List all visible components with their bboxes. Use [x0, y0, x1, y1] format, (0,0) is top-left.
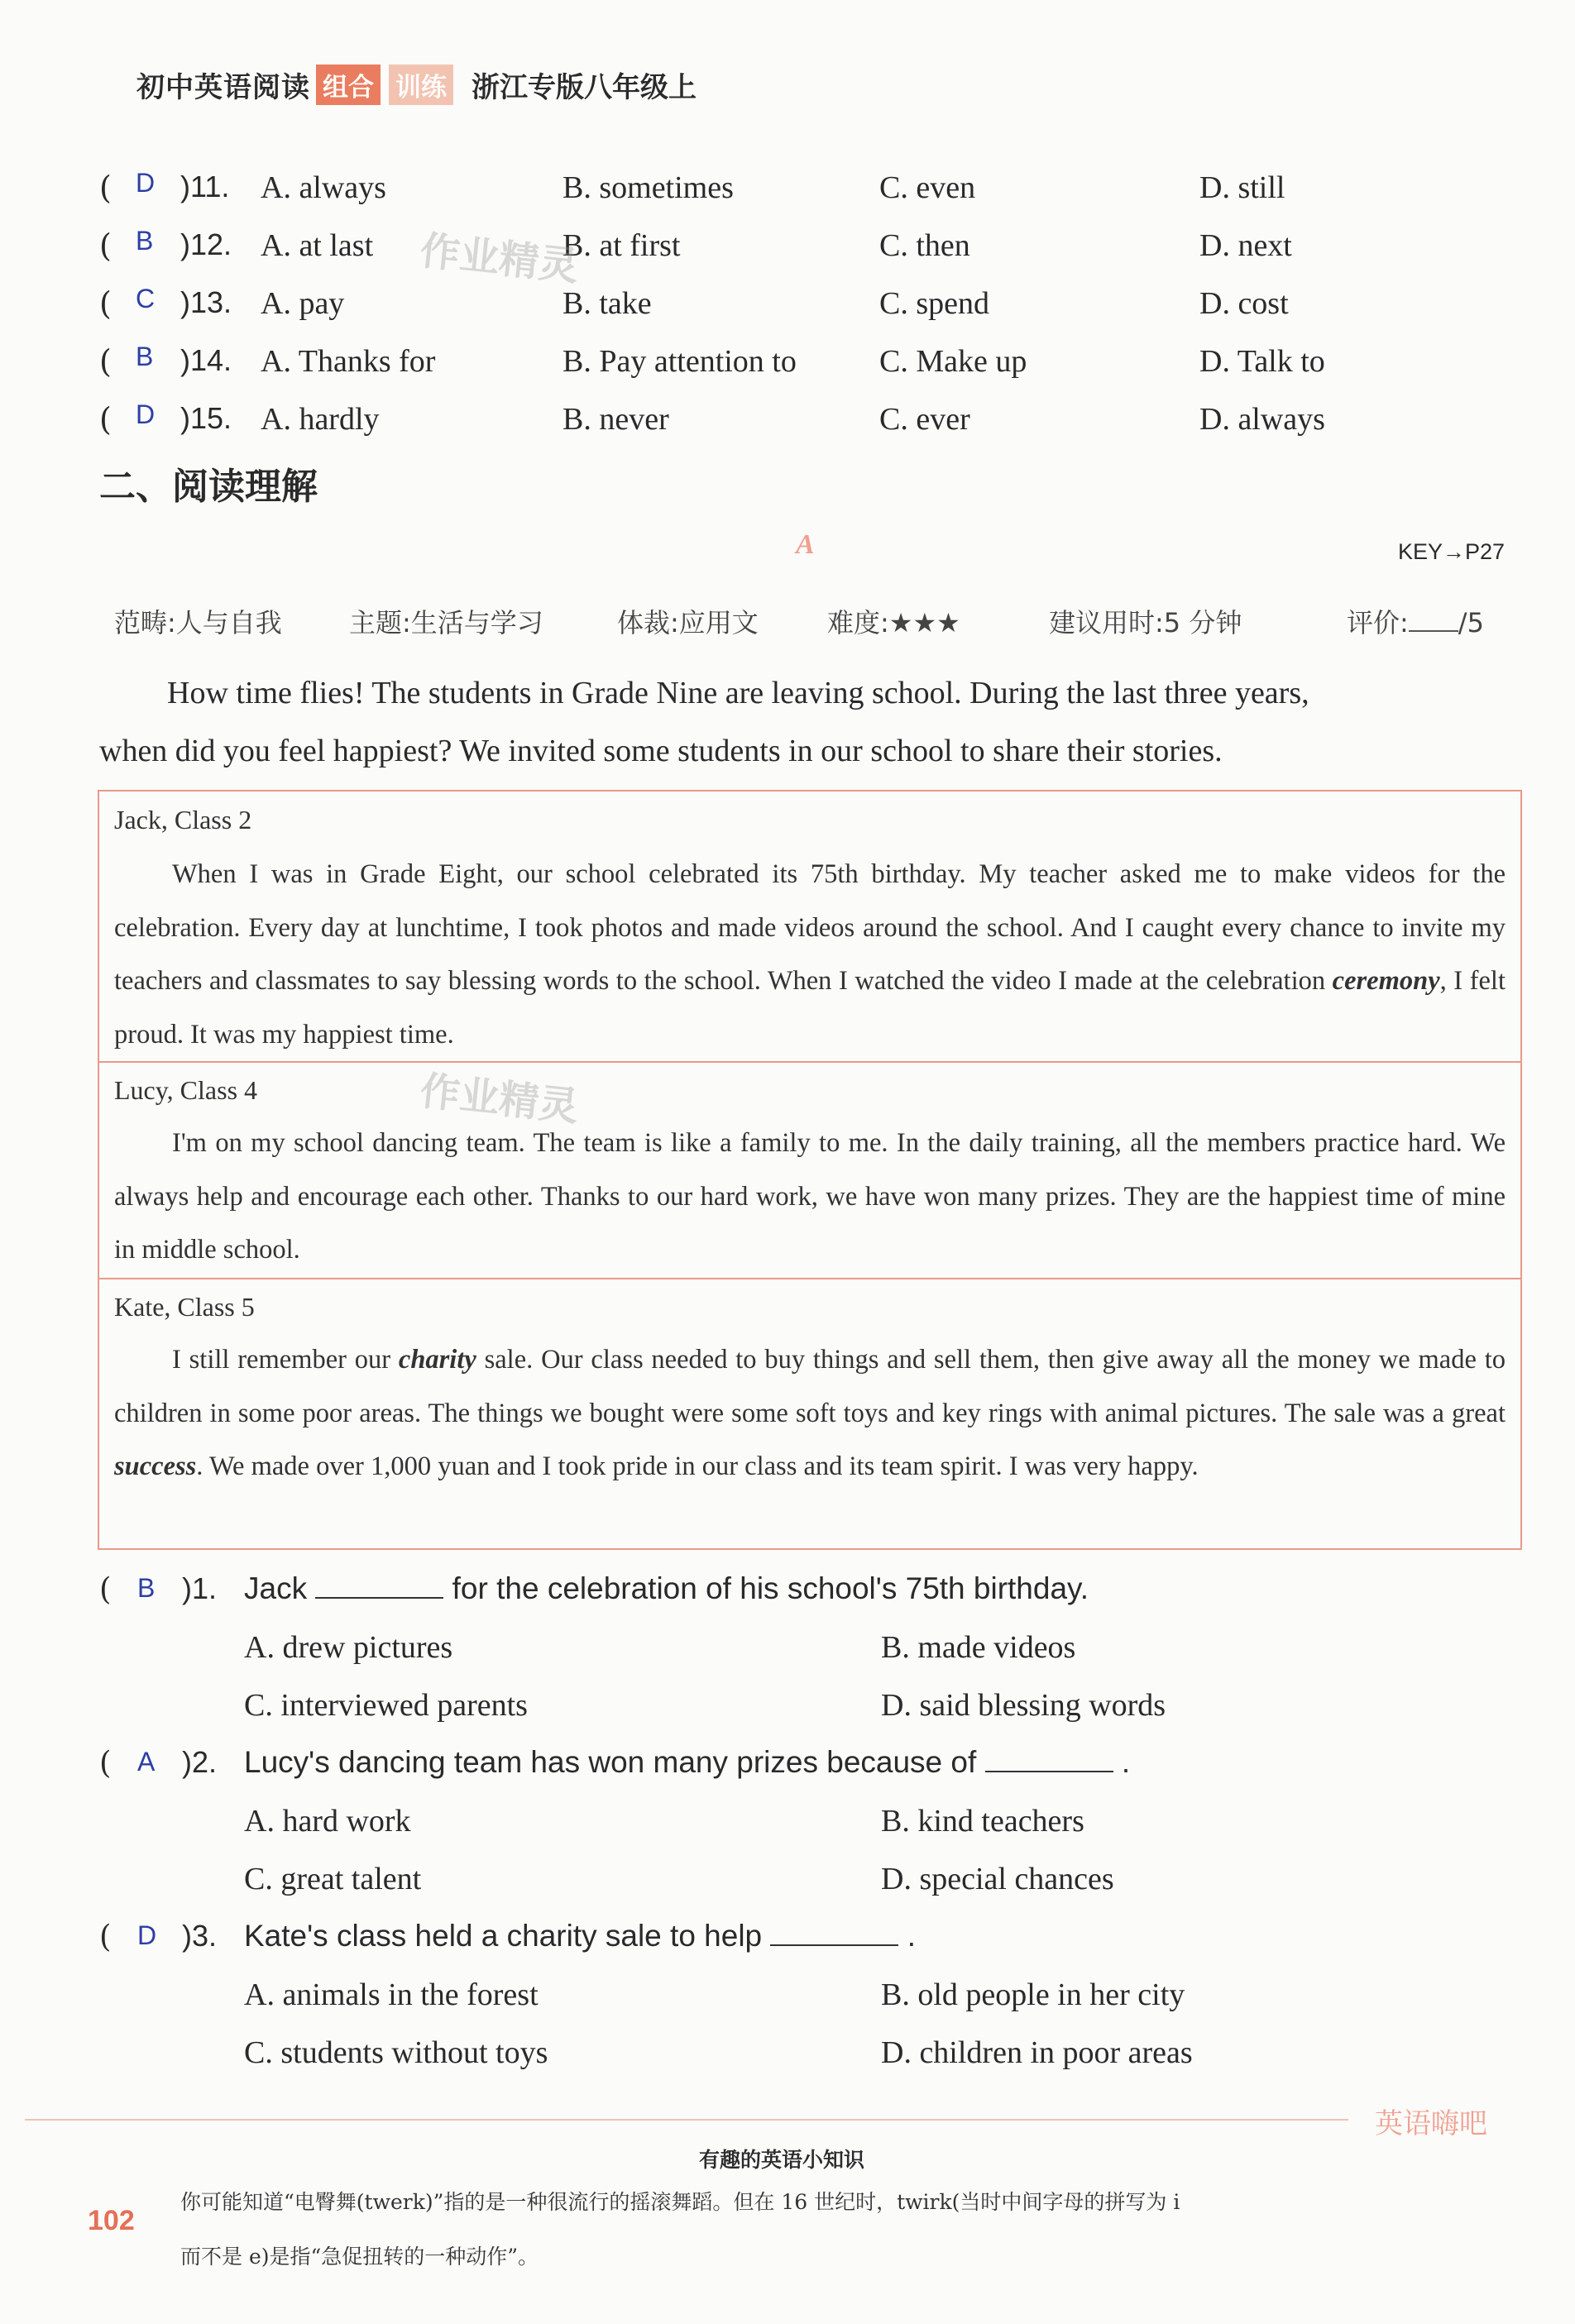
box-divider	[98, 1278, 1520, 1279]
option-a[interactable]: A. hardly	[261, 402, 380, 437]
answer-blank[interactable]	[985, 1746, 1113, 1772]
question-number: )3.	[182, 1919, 218, 1953]
story-name-kate: Kate, Class 5	[114, 1292, 255, 1322]
option-b[interactable]: B. take	[562, 286, 652, 321]
option-a[interactable]: A. always	[261, 170, 386, 205]
answer-paren: (	[99, 170, 112, 206]
option-c[interactable]: C. even	[879, 170, 976, 205]
score-blank[interactable]	[1409, 609, 1458, 632]
option-b[interactable]: B. Pay attention to	[562, 344, 797, 379]
question-stem: Lucy's dancing team has won many prizes because of .	[244, 1745, 1131, 1779]
option-d[interactable]: D. still	[1199, 170, 1285, 205]
intro-line-2: when did you feel happiest? We invited some students in our school to share their stories.	[99, 734, 1223, 768]
option-a[interactable]: A. Thanks for	[261, 344, 436, 379]
question-stem: Kate's class held a charity sale to help .	[244, 1919, 916, 1953]
option-a[interactable]: A. at last	[261, 228, 374, 263]
option-d[interactable]: D. children in poor areas	[881, 2035, 1193, 2070]
option-a[interactable]: A. pay	[261, 286, 345, 321]
option-d[interactable]: D. always	[1199, 402, 1325, 437]
fun-fact-title: 有趣的英语小知识	[699, 2148, 865, 2172]
answer-blank[interactable]	[315, 1572, 443, 1599]
question-number: )12.	[180, 227, 232, 261]
answer-paren: (	[99, 1745, 112, 1781]
answer-mark[interactable]: D	[136, 168, 156, 198]
footer-tag: 英语嗨吧	[1375, 2107, 1487, 2140]
option-c[interactable]: C. interviewed parents	[244, 1688, 528, 1723]
section-title: 二、阅读理解	[99, 466, 318, 508]
book-title: 初中英语阅读	[136, 71, 310, 104]
answer-mark[interactable]: D	[136, 399, 156, 429]
question-number: )15.	[180, 401, 232, 435]
answer-paren: (	[99, 343, 112, 380]
option-b[interactable]: B. old people in her city	[881, 1977, 1185, 2012]
meta-difficulty: 难度:★★★	[827, 607, 960, 638]
keyword-success: success	[114, 1451, 197, 1481]
meta-score	[1347, 602, 1484, 640]
answer-key-reference: KEY→P27	[1398, 539, 1506, 564]
option-a[interactable]: A. animals in the forest	[244, 1977, 539, 2012]
question-number: )11.	[180, 170, 230, 203]
option-b[interactable]: B. sometimes	[562, 170, 734, 205]
option-a[interactable]: A. drew pictures	[244, 1630, 453, 1665]
question-number: )2.	[182, 1745, 218, 1779]
answer-mark[interactable]: D	[137, 1920, 157, 1950]
fun-fact-line-2: 而不是 e)是指“急促扭转的一种动作”。	[180, 2245, 539, 2269]
answer-paren: (	[99, 1919, 112, 1954]
story-text-lucy: I'm on my school dancing team. The team is like a family to me. In the daily training, all the members practice hard. We always help and encourage each other. Thanks to our hard work, we have won many prizes. They are the happiest time of mine in middle school.	[114, 1128, 1506, 1265]
meta-score-total: /5	[1458, 607, 1484, 638]
option-d[interactable]: D. Talk to	[1199, 344, 1325, 379]
answer-paren: (	[99, 1571, 112, 1607]
answer-paren: (	[99, 401, 112, 438]
meta-theme: 主题:生活与学习	[349, 607, 543, 638]
meta-genre: 体裁:应用文	[617, 607, 759, 638]
story-name-jack: Jack, Class 2	[114, 805, 252, 834]
meta-score-label: 评价:	[1347, 607, 1409, 638]
option-c[interactable]: C. students without toys	[244, 2035, 548, 2070]
option-b[interactable]: B. made videos	[881, 1630, 1076, 1665]
option-c[interactable]: C. Make up	[879, 344, 1027, 379]
book-subtitle: 浙江专版八年级上	[472, 71, 697, 104]
story-text-jack: When I was in Grade Eight, our school celebrated its 75th birthday. My teacher asked me to make videos for the celebration. Every day at lunchtime, I took photos and made videos around the school. And I caught every chance to invite my teachers and classmates to say blessing words to the school. When I watched the video I made at the celebration ceremony, I felt proud. It was my happiest time.	[114, 859, 1506, 1050]
intro-line-1: How time flies! The students in Grade Nine are leaving school. During the last three years,	[167, 676, 1309, 710]
passage-label: A	[796, 529, 815, 560]
question-number: )1.	[182, 1571, 218, 1605]
answer-paren: (	[99, 227, 112, 264]
answer-mark[interactable]: B	[136, 342, 154, 371]
fun-fact-line-1: 你可能知道“电臀舞(twerk)”指的是一种很流行的摇滚舞蹈。但在 16 世纪时，twirk(当时中间字母的拼写为 i	[180, 2190, 1180, 2214]
meta-category: 范畴:人与自我	[114, 607, 282, 638]
meta-time: 建议用时:5 分钟	[1049, 607, 1242, 638]
question-number: )14.	[180, 343, 232, 377]
option-b[interactable]: B. kind teachers	[881, 1804, 1084, 1839]
keyword-charity: charity	[398, 1345, 476, 1375]
page-number: 102	[88, 2205, 135, 2236]
option-d[interactable]: D. said blessing words	[881, 1688, 1166, 1723]
option-c[interactable]: C. ever	[879, 402, 970, 437]
option-b[interactable]: B. never	[562, 402, 669, 437]
answer-mark[interactable]: A	[137, 1747, 156, 1776]
story-text-kate: I still remember our charity sale. Our class needed to buy things and sell them, then give away all the money we made to children in some poor areas. The things we bought were some soft toys and key rings with animal pictures. The sale was a great success. We made over 1,000 yuan and I took pride in our class and its team spirit. I was very happy.	[114, 1345, 1506, 1481]
badge-combo: 组合	[316, 65, 381, 105]
answer-blank[interactable]	[770, 1920, 898, 1946]
badge-training: 训练	[389, 65, 453, 105]
watermark: 作业精灵	[418, 227, 581, 290]
footer-divider	[25, 2119, 1348, 2121]
option-d[interactable]: D. cost	[1199, 286, 1289, 321]
option-a[interactable]: A. hard work	[244, 1804, 411, 1839]
watermark: 作业精灵	[418, 1068, 581, 1131]
story-name-lucy: Lucy, Class 4	[114, 1075, 258, 1105]
answer-paren: (	[99, 285, 112, 322]
option-c[interactable]: C. great talent	[244, 1862, 422, 1896]
keyword-ceremony: ceremony	[1332, 966, 1440, 996]
option-d[interactable]: D. next	[1199, 228, 1292, 263]
answer-mark[interactable]: B	[137, 1573, 156, 1603]
question-number: )13.	[180, 285, 232, 319]
question-stem: Jack for the celebration of his school's 75th birthday.	[244, 1571, 1089, 1605]
option-d[interactable]: D. special chances	[881, 1862, 1114, 1896]
option-b[interactable]: B. at first	[562, 228, 681, 263]
answer-mark[interactable]: C	[136, 284, 156, 313]
answer-mark[interactable]: B	[136, 226, 154, 256]
option-c[interactable]: C. then	[879, 228, 970, 263]
option-c[interactable]: C. spend	[879, 286, 989, 321]
box-divider	[98, 1061, 1520, 1063]
